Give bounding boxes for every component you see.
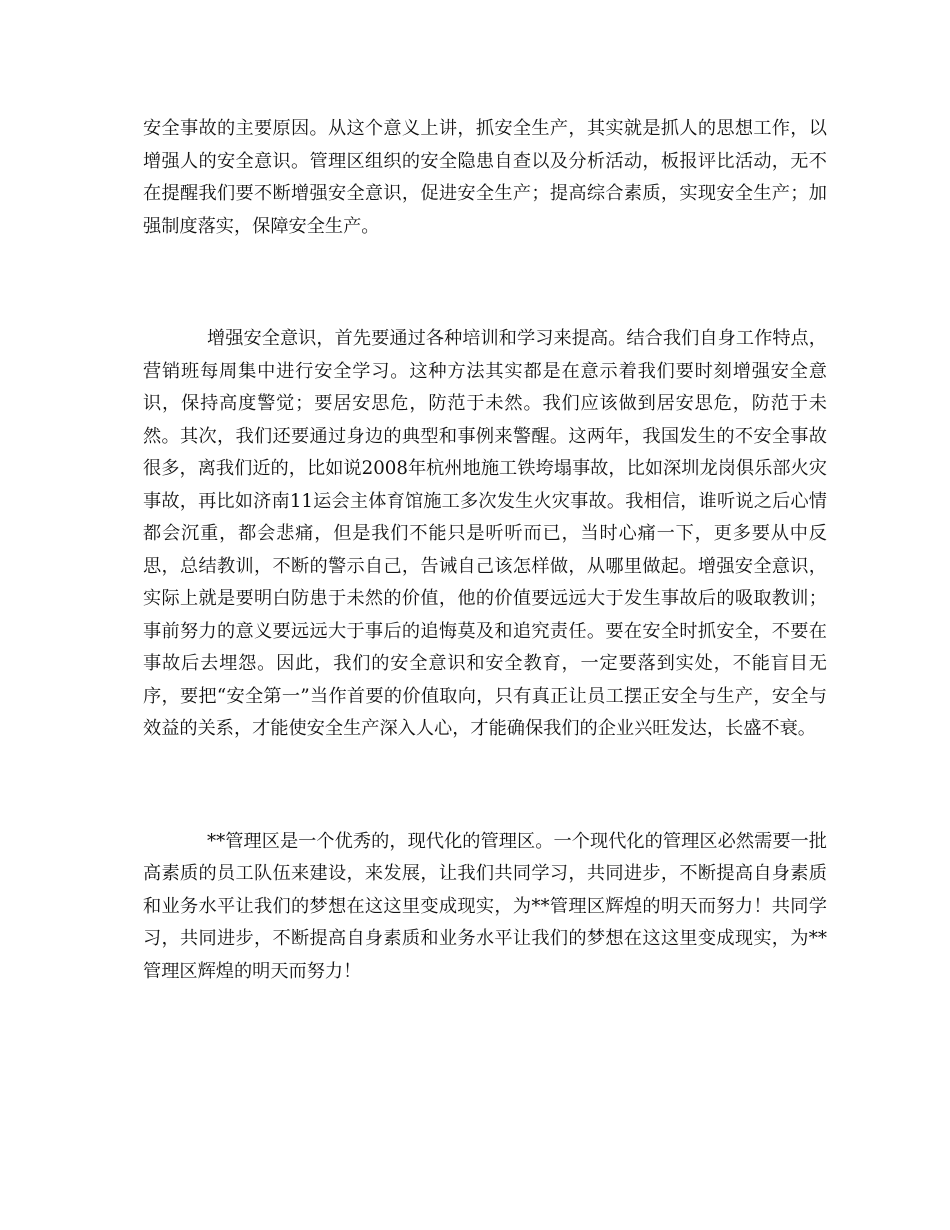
paragraph-3: **管理区是一个优秀的，现代化的管理区。一个现代化的管理区必然需要一批高素质的员工队伍来建设，来发展，让我们共同学习，共同进步，不断提高自身素质和业务水平让我们的梦想在这这里变成现实，为**管理区辉煌的明天而努力！共同学习，共同进步，不断提高自身素质和业务水平让我们的梦想在这这里变成现实，为**管理区辉煌的明天而努力！	[143, 830, 827, 982]
paragraph-spacer	[143, 746, 827, 826]
paragraph-2: 增强安全意识，首先要通过各种培训和学习来提高。结合我们自身工作特点，营销班每周集中进行安全学习。这种方法其实都是在意示着我们要时刻增强安全意识，保持高度警觉；要居安思危，防范于未然。我们应该做到居安思危，防范于未然。其次，我们还要通过身边的典型和事例来警醒。这两年，我国发生的不安全事故很多，离我们近的，比如说2008年杭州地施工铁垮塌事故，比如深圳龙岗俱乐部火灾事故，再比如济南11运会主体育馆施工多次发生火灾事故。我相信，谁听说之后心情都会沉重，都会悲痛，但是我们不能只是听听而已，当时心痛一下，更多要从中反思，总结教训，不断的警示自己，告诫自己该怎样做，从哪里做起。增强安全意识，实际上就是要明白防患于未然的价值，他的价值要远远大于发生事故后的吸取教训；事前努力的意义要远远大于事后的追悔莫及和追究责任。要在安全时抓安全，不要在事故后去埋怨。因此，我们的安全意识和安全教育，一定要落到实处，不能盲目无序，要把“安全第一”当作首要的价值取向，只有真正让员工摆正安全与生产，安全与效益的关系，才能使安全生产深入人心，才能确保我们的企业兴旺发达，长盛不衰。	[143, 328, 827, 739]
paragraph-1: 安全事故的主要原因。从这个意义上讲，抓安全生产，其实就是抓人的思想工作，以增强人的安全意识。管理区组织的安全隐患自查以及分析活动，板报评比活动，无不在提醒我们要不断增强安全意识，促进安全生产；提高综合素质，实现安全生产；加强制度落实，保障安全生产。	[143, 118, 827, 237]
paragraph-spacer	[143, 243, 827, 323]
document-body	[143, 113, 827, 988]
